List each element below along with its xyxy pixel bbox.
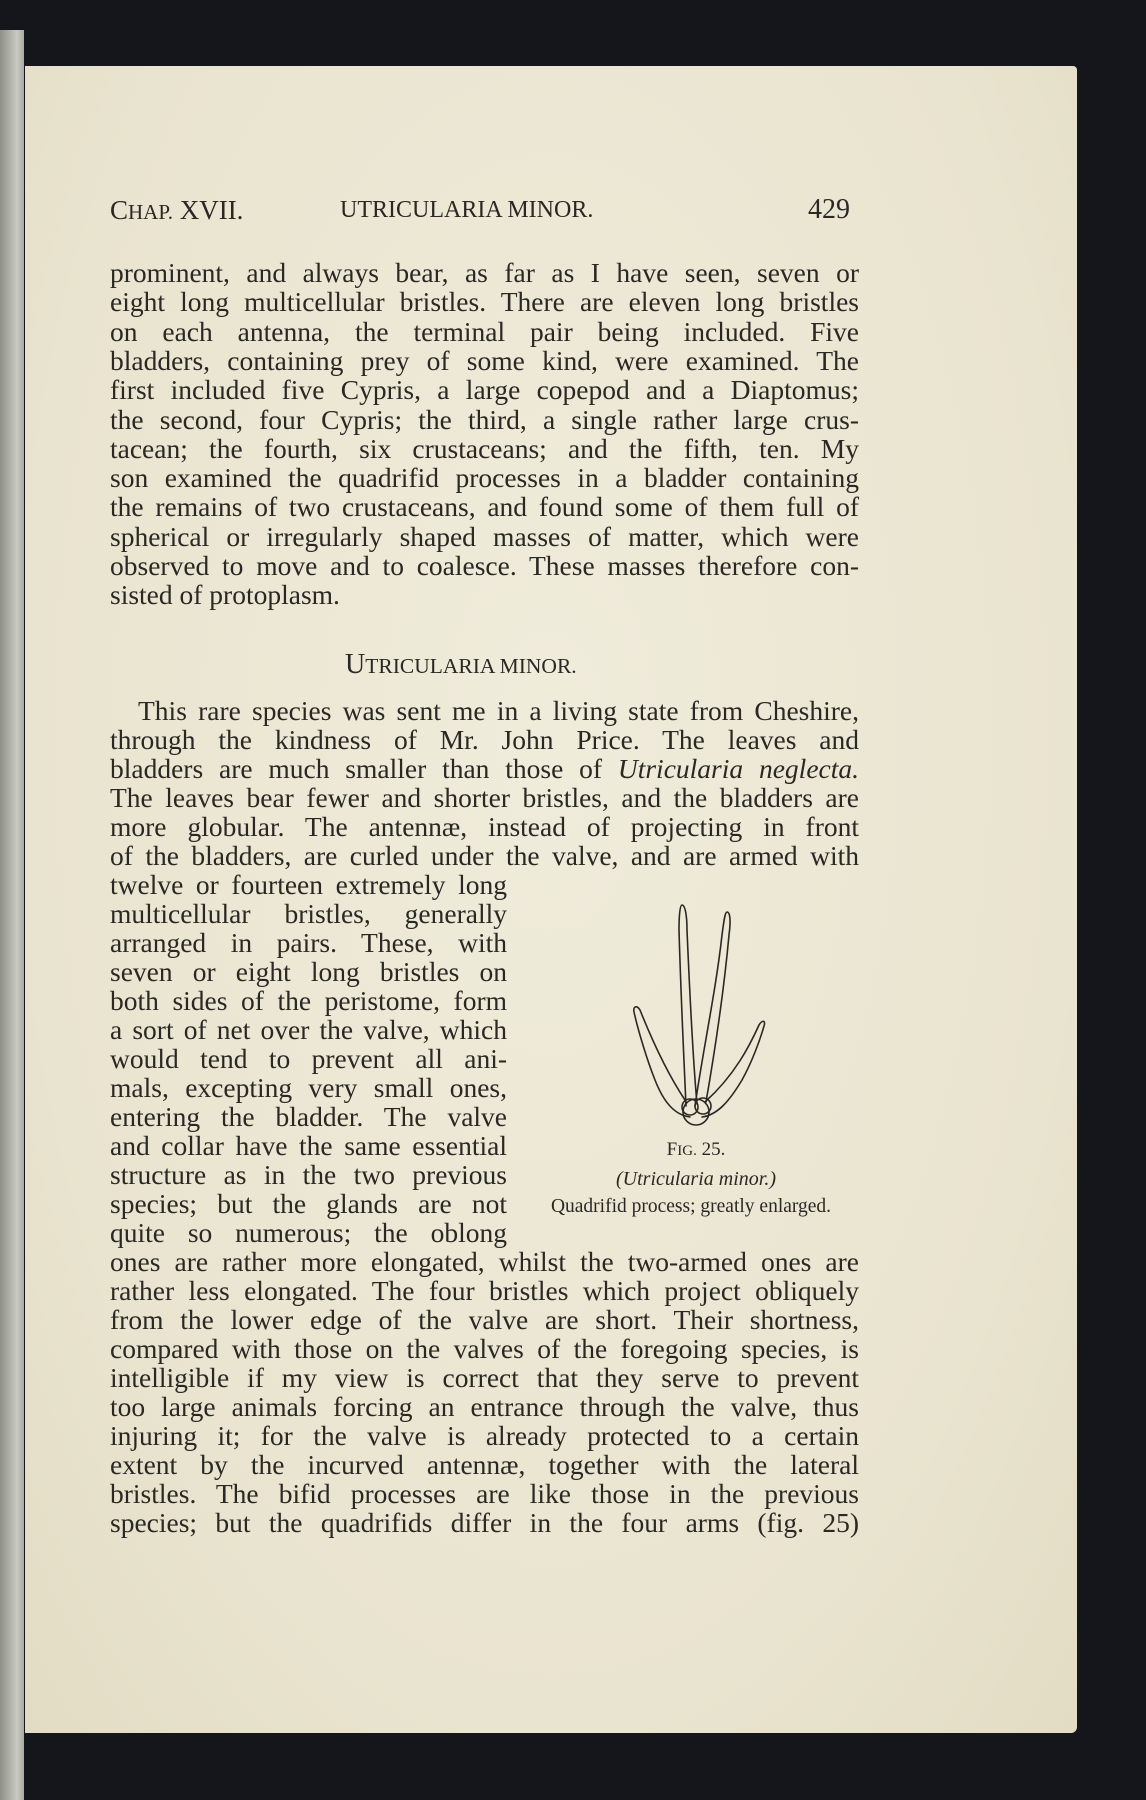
text-line-narrow: multicellular bristles, generally (110, 898, 507, 929)
species-name-italic: Utricularia neglecta. (617, 753, 859, 784)
text-line-narrow: structure as in the two previous (110, 1159, 507, 1190)
heading-cap: U (345, 649, 366, 680)
text-roman: bladders are much smaller than those of (110, 753, 603, 784)
text-line-narrow: species; but the glands are not (110, 1188, 507, 1219)
figure-number: 25. (701, 1139, 726, 1160)
text-line-narrow: seven or eight long bristles on (110, 956, 507, 987)
text-line: of the bladders, are curled under the valve, and are armed with (110, 840, 859, 871)
chapter-label (110, 195, 243, 227)
text-line: eight long multicellular bristles. There are eleven long bristles (110, 286, 859, 318)
text-line: from the lower edge of the valve are short. Their shortness, (110, 1304, 859, 1335)
previous-page-edge (0, 30, 24, 1800)
text-line: bladders, containing prey of some kind, were examined. The (110, 344, 859, 376)
text-line: bristles. The bifid processes are like those in the previous (110, 1478, 859, 1509)
text-line: observed to move and to coalesce. These masses therefore con- (110, 550, 859, 581)
text-line: son examined the quadrifid processes in a bladder containing (110, 462, 859, 494)
running-title: UTRICULARIA MINOR. (340, 197, 594, 223)
text-line: tacean; the fourth, six crustaceans; and the fifth, ten. My (110, 432, 859, 464)
long-arm-right (695, 912, 730, 1106)
text-line-narrow: both sides of the peristome, form (110, 985, 507, 1016)
chapter-prefix-cap: C (110, 195, 129, 225)
text-line: prominent, and always bear, as far as I have seen, seven or (110, 257, 859, 288)
text-line: too large animals forcing an entrance through the valve, thus (110, 1391, 859, 1422)
text-line: The leaves bear fewer and shorter bristles, and the bladders are (110, 782, 859, 813)
text-line-narrow: and collar have the same essential (110, 1130, 507, 1161)
text-line: sisted of protoplasm. (110, 579, 340, 611)
figure-species-caption: (Utricularia minor.) (616, 1168, 776, 1190)
text-line: ones are rather more elongated, whilst the two-armed ones are (110, 1246, 859, 1277)
text-line-narrow: entering the bladder. The valve (110, 1101, 507, 1132)
text-line-narrow: arranged in pairs. These, with (110, 927, 507, 958)
figure-label (600, 1139, 792, 1162)
long-arm-left (679, 905, 697, 1106)
text-line (110, 754, 859, 784)
text-line: species; but the quadrifids differ in the four arms (fig. 25) (110, 1507, 859, 1538)
text-line-narrow: would tend to prevent all ani- (110, 1043, 507, 1074)
text-line: intelligible if my view is correct that they serve to prevent (110, 1362, 859, 1393)
text-line: rather less elongated. The four bristles which project obliquely (110, 1275, 859, 1306)
text-line: injuring it; for the valve is already protected to a certain (110, 1420, 859, 1451)
figure-label-rest: IG. (677, 1143, 697, 1159)
quadrifid-process-figure (600, 890, 800, 1140)
page-number: 429 (808, 194, 850, 225)
text-line: extent by the incurved antennæ, together with the lateral (110, 1449, 859, 1480)
text-line-narrow: quite so numerous; the oblong (110, 1217, 507, 1248)
figure-description: Quadrifid process; greatly enlarged. (550, 1196, 832, 1217)
figure-label-cap: F (666, 1139, 678, 1160)
text-line-narrow: mals, excepting very small ones, (110, 1072, 507, 1103)
text-line: compared with those on the valves of the foregoing species, is (110, 1333, 859, 1364)
text-line: first included five Cypris, a large copepod and a Diaptomus; (110, 374, 859, 406)
text-line-narrow: twelve or fourteen extremely long (110, 869, 507, 900)
text-line: This rare species was sent me in a living state from Cheshire, (138, 695, 859, 726)
text-line: through the kindness of Mr. John Price. The leaves and (110, 724, 859, 755)
text-line: the remains of two crustaceans, and found some of them full of (110, 491, 859, 523)
chapter-number: XVII. (179, 195, 244, 225)
text-line: the second, four Cypris; the third, a single rather large crus- (110, 403, 859, 435)
chapter-prefix-rest: HAP. (128, 200, 173, 224)
text-line: spherical or irregularly shaped masses of matter, which were (110, 520, 859, 552)
heading-rest: TRICULARIA MINOR. (365, 654, 577, 678)
text-line: on each antenna, the terminal pair being included. Five (110, 315, 859, 347)
section-heading (345, 650, 635, 681)
text-line: more globular. The antennæ, instead of projecting in front (110, 811, 859, 842)
text-line-narrow: a sort of net over the valve, which (110, 1014, 507, 1045)
